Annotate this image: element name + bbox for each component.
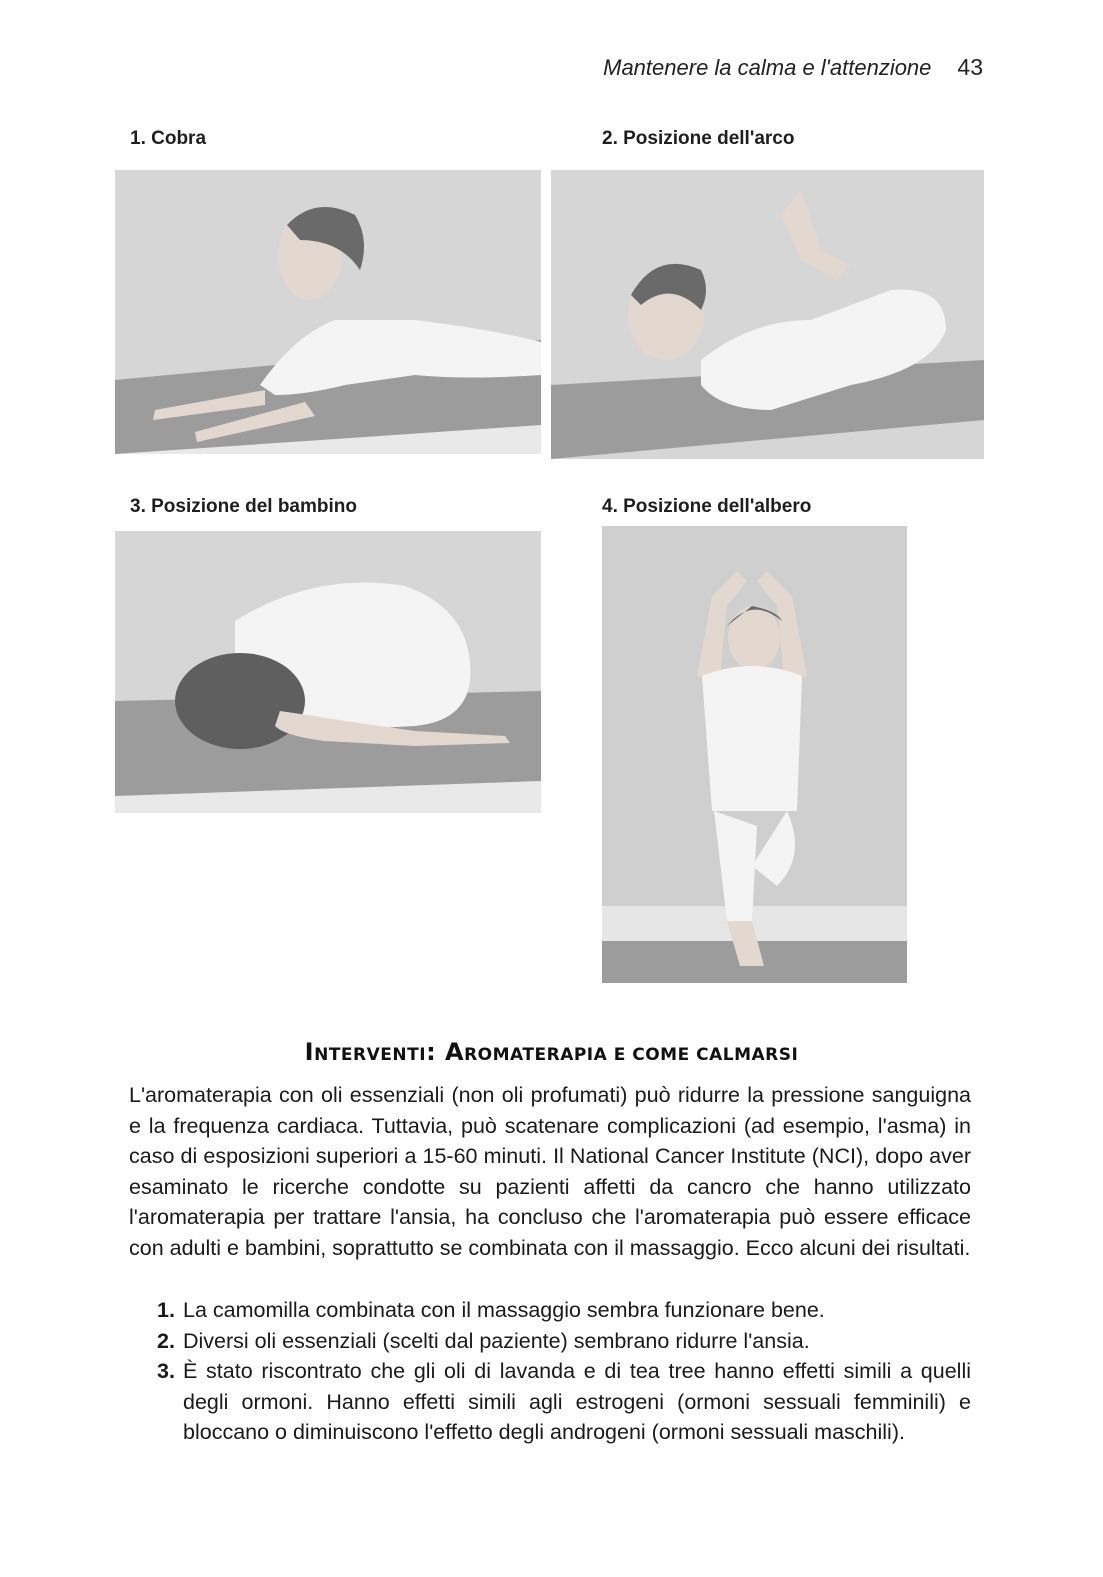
body-paragraph: L'aromaterapia con oli essenziali (non oli profumati) può ridurre la pressione sanguigna e la frequenza cardiaca. Tuttavia, può scatenare complicazioni (ad esempio, l'asma) in caso di esposizioni superiori a 15-60 minuti. Il National Cancer Institute (NCI), dopo aver esaminato le ricerche condotte su pazienti affetti da cancro che hanno utilizzato l'aromaterapia per trattare l'ansia, ha concluso che l'aromaterapia può essere efficace con adulti e bambini, soprattutto se combinata con il massaggio. Ecco alcuni dei risultati. [129,1083,971,1260]
results-list [157,1295,971,1448]
list-item-text: La camomilla combinata con il massaggio sembra funzionare bene. [183,1298,825,1322]
list-item [157,1326,971,1357]
section-title-rest: ROMATERAPIA E COME CALMARSI [464,1045,799,1065]
section-title-word-1: NTERVENTI [314,1045,427,1065]
page-number: 43 [957,54,983,80]
list-item-number: 2. [157,1328,175,1353]
figure-2-caption: 2. Posizione dell'arco [602,128,795,149]
figure-3-photo [115,531,541,813]
figure-2-photo [551,170,984,459]
list-item [157,1295,971,1326]
figure-4-photo [602,526,907,983]
list-item-text: Diversi oli essenziali (scelti dal paziente) sembrano ridurre l'ansia. [183,1328,810,1353]
list-item-number: 1. [157,1298,175,1322]
section-title-colon: : [426,1038,446,1066]
figure-4-caption: 4. Posizione dell'albero [602,496,812,517]
running-head [603,54,983,81]
running-title: Mantenere la calma e l'attenzione [603,55,932,80]
figure-1-photo [115,170,541,454]
list-item-number: 3. [157,1359,175,1383]
list-item-text: È stato riscontrato che gli oli di lavanda e di tea tree hanno effetti simili a quelli degli ormoni. Hanno effetti simili agli estrogeni (ormoni sessuali femminili) e bloccano o diminuiscono l'effetto degli androgeni (ormoni sessuali maschili). [183,1359,971,1444]
section-title-initial-2: A [445,1038,465,1066]
figure-1-caption: 1. Cobra [130,128,207,149]
section-title-initial-1: I [304,1038,315,1066]
figure-3-caption: 3. Posizione del bambino [130,496,357,517]
section-title [0,1038,1103,1066]
list-item [157,1356,971,1448]
